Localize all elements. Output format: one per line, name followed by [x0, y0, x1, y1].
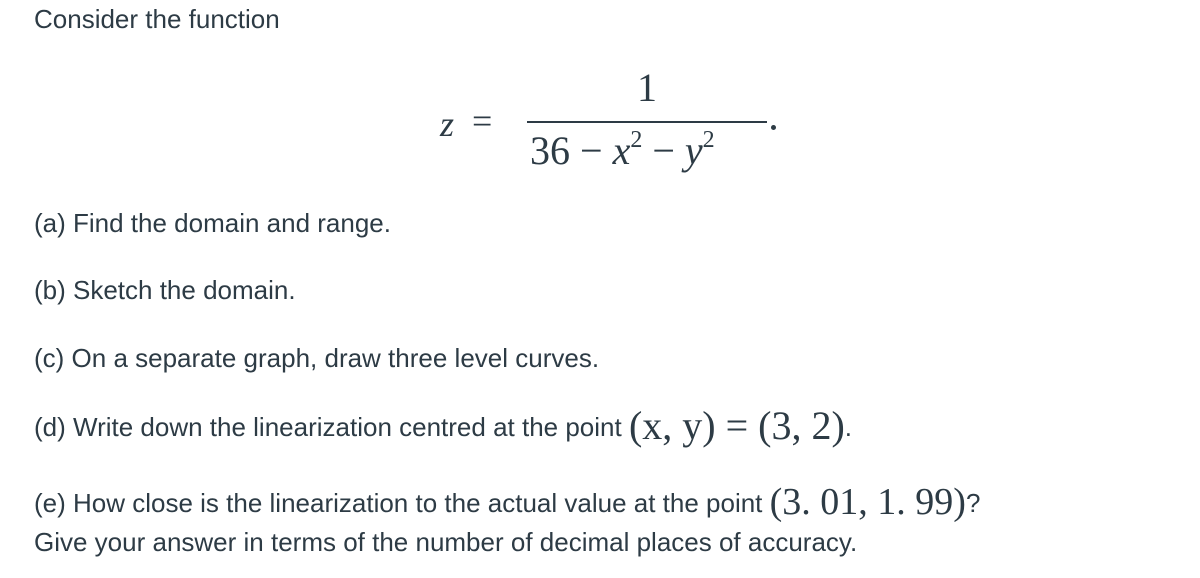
- part-d: [34, 402, 852, 450]
- formula-denominator: [530, 127, 715, 174]
- part-b: (b) Sketch the domain.: [34, 275, 296, 305]
- formula-period: [771, 125, 776, 130]
- formula-lhs: z: [440, 104, 455, 144]
- intro-text: Consider the function: [34, 4, 280, 34]
- part-c: (c) On a separate graph, draw three level curves.: [34, 343, 600, 373]
- den-exp2: 2: [702, 127, 715, 153]
- part-a: (a) Find the domain and range.: [34, 208, 391, 238]
- part-e: [34, 480, 980, 526]
- part-e-text: (e) How close is the linearization to the actual value at the point: [34, 488, 770, 518]
- function-formula: [0, 0, 1200, 200]
- formula-equals: =: [472, 101, 493, 141]
- fraction-bar: [527, 121, 767, 123]
- den-const: 36 −: [530, 128, 613, 173]
- part-d-end: .: [844, 412, 853, 442]
- den-y: y: [684, 128, 703, 173]
- part-d-text: (d) Write down the linearization centred at the point: [34, 412, 629, 442]
- den-minus: −: [642, 128, 685, 173]
- den-exp1: 2: [630, 127, 643, 153]
- part-e-end: ?: [965, 488, 981, 518]
- part-e-line2: Give your answer in terms of the number of decimal places of accuracy.: [34, 527, 858, 557]
- formula-numerator: 1: [637, 65, 657, 110]
- part-e-math: (3. 01, 1. 99): [769, 481, 966, 523]
- part-d-math: (x, y) = (3, 2): [628, 403, 845, 448]
- den-x: x: [612, 128, 631, 173]
